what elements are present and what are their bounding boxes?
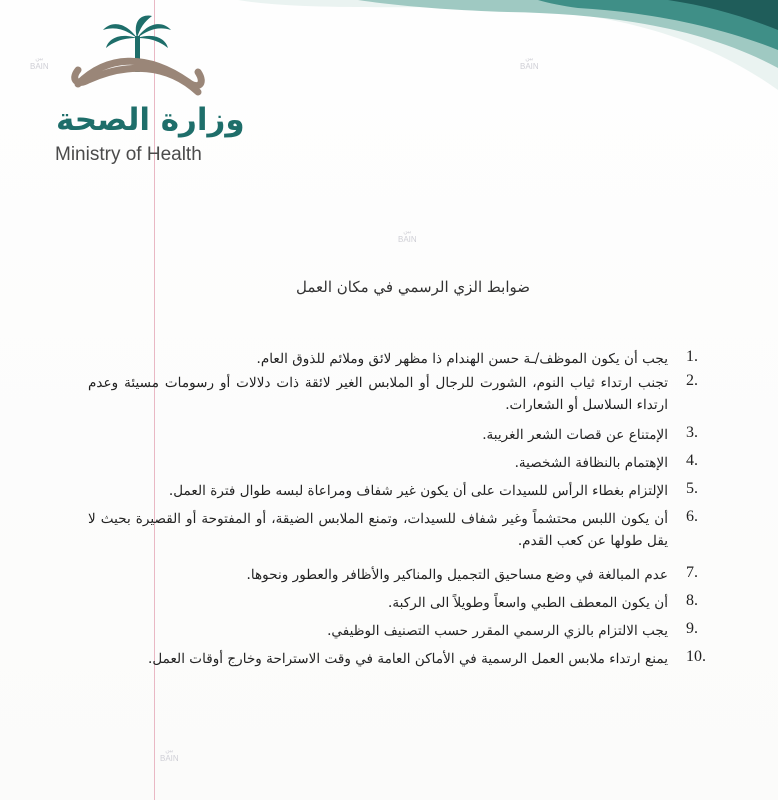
rule-text: الإلتزام بغطاء الرأس للسيدات على أن يكون غير شفاف ومراعاة لبسه طوال فترة العمل.	[168, 483, 668, 499]
rule-text: أن يكون اللبس محتشماً وغير شفاف للسيدات، وتمنع الملابس الضيقة، أو المفتوحة أو القصيرة بحيث لا يقل طولها عن كعب القدم.	[88, 511, 668, 549]
document-title: ضوابط الزي الرسمي في مكان العمل	[295, 278, 530, 296]
rule-text: تجنب ارتداء ثياب النوم، الشورت للرجال أو الملابس الغير لائقة ذات دلالات أو رسومات مسيئة وعدم ارتداء السلاسل أو الشعارات.	[88, 375, 668, 413]
rule-number: 2.	[686, 372, 698, 389]
rule-number: 9.	[686, 620, 698, 637]
rule-number: 8.	[686, 592, 698, 609]
rule-number: 1.	[686, 348, 698, 365]
rule-text: يمنع ارتداء ملابس العمل الرسمية في الأماكن العامة في وقت الاستراحة وخارج أوقات العمل.	[148, 651, 668, 667]
rule-number: 6.	[686, 508, 698, 525]
rule-text: الإهتمام بالنظافة الشخصية.	[514, 455, 668, 471]
rule-text: يجب أن يكون الموظف/ـة حسن الهندام ذا مظهر لائق وملائم للذوق العام.	[256, 351, 668, 367]
rule-number: 10.	[686, 648, 706, 665]
palm-and-swords-emblem-icon	[48, 14, 228, 104]
watermark: بين BAIN	[398, 229, 417, 244]
header-wave-decoration	[238, 0, 778, 110]
rule-number: 7.	[686, 564, 698, 581]
logo-english-name: Ministry of Health	[55, 144, 202, 165]
rule-text: عدم المبالغة في وضع مساحيق التجميل والمناكير والأظافر والعطور ونحوها.	[246, 567, 668, 583]
watermark: بين BAIN	[520, 56, 539, 71]
rule-number: 5.	[686, 480, 698, 497]
watermark: بين BAIN	[30, 56, 49, 71]
watermark: بين BAIN	[160, 748, 179, 763]
rule-text: يجب الالتزام بالزي الرسمي المقرر حسب التصنيف الوظيفي.	[327, 623, 668, 639]
rule-number: 4.	[686, 452, 698, 469]
rule-number: 3.	[686, 424, 698, 441]
logo-arabic-name: وزارة الصحة	[56, 102, 245, 138]
rule-text: الإمتناع عن قصات الشعر الغريبة.	[482, 427, 668, 443]
rule-text: أن يكون المعطف الطبي واسعاً وطويلاً الى الركبة.	[388, 595, 668, 611]
